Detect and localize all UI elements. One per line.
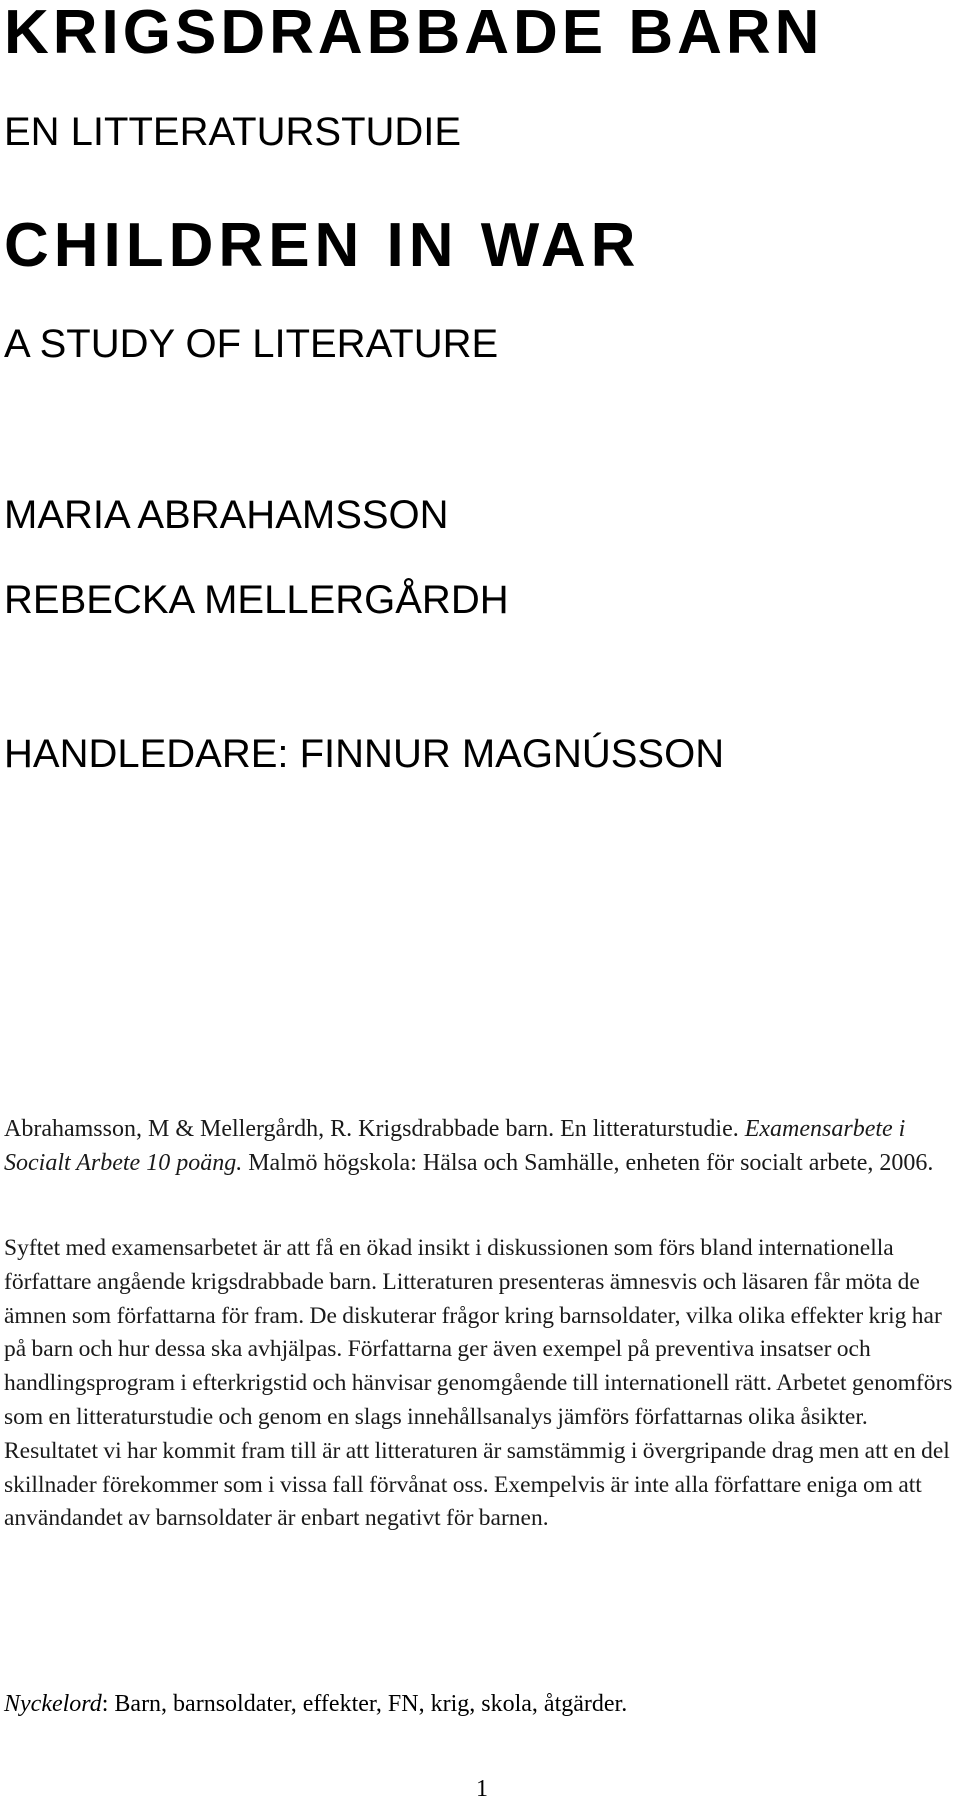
supervisor-line: HANDLEDARE: FINNUR MAGNÚSSON (4, 732, 725, 776)
swedish-title: KRIGSDRABBADE BARN (4, 0, 824, 67)
swedish-subtitle: EN LITTERATURSTUDIE (4, 110, 462, 154)
keywords-text: : Barn, barnsoldater, effekter, FN, krig, skola, åtgärder. (101, 1691, 628, 1717)
english-title: CHILDREN IN WAR (4, 211, 641, 280)
citation-italic: Examensarbete i Socialt Arbete 10 poäng. (4, 1116, 906, 1176)
keywords-line (4, 1687, 627, 1721)
citation-paragraph (4, 1112, 960, 1180)
english-subtitle: A STUDY OF LITERATURE (4, 322, 499, 366)
keywords-label: Nyckelord (4, 1691, 102, 1717)
abstract-paragraph: Syftet med examensarbetet är att få en ökad insikt i diskussionen som förs bland internationella författare angående krigsdrabbade barn. Litteraturen presenteras ämnesvis och läsaren får möta de ämnen som författarna för fram. De diskuterar frågor kring barnsoldater, vilka olika effekter krig har på barn och hur dessa ska avhjälpas. Författarna ger även exempel på preventiva insatser och handlingsprogram i efterkrigstid och hänvisar genomgående till internationell rätt. Arbetet genomförs som en litteraturstudie och genom en slags innehållsanalys jämförs författarnas olika åsikter. Resultatet vi har kommit fram till är att litteraturen är samstämmig i övergripande drag men att en del skillnader förekommer som i vissa fall förvånat oss. Exempelvis är inte alla författare eniga om att användandet av barnsoldater är enbart negativt för barnen. (4, 1235, 953, 1532)
citation-lead: Abrahamsson, M & Mellergårdh, R. Krigsdrabbade barn. En litteraturstudie. (4, 1116, 745, 1142)
author-name: MARIA ABRAHAMSSON (4, 493, 449, 537)
author-name: REBECKA MELLERGÅRDH (4, 578, 509, 622)
citation-tail: Malmö högskola: Hälsa och Samhälle, enheten för socialt arbete, 2006. (242, 1150, 934, 1176)
page-number: 1 (476, 1776, 488, 1802)
